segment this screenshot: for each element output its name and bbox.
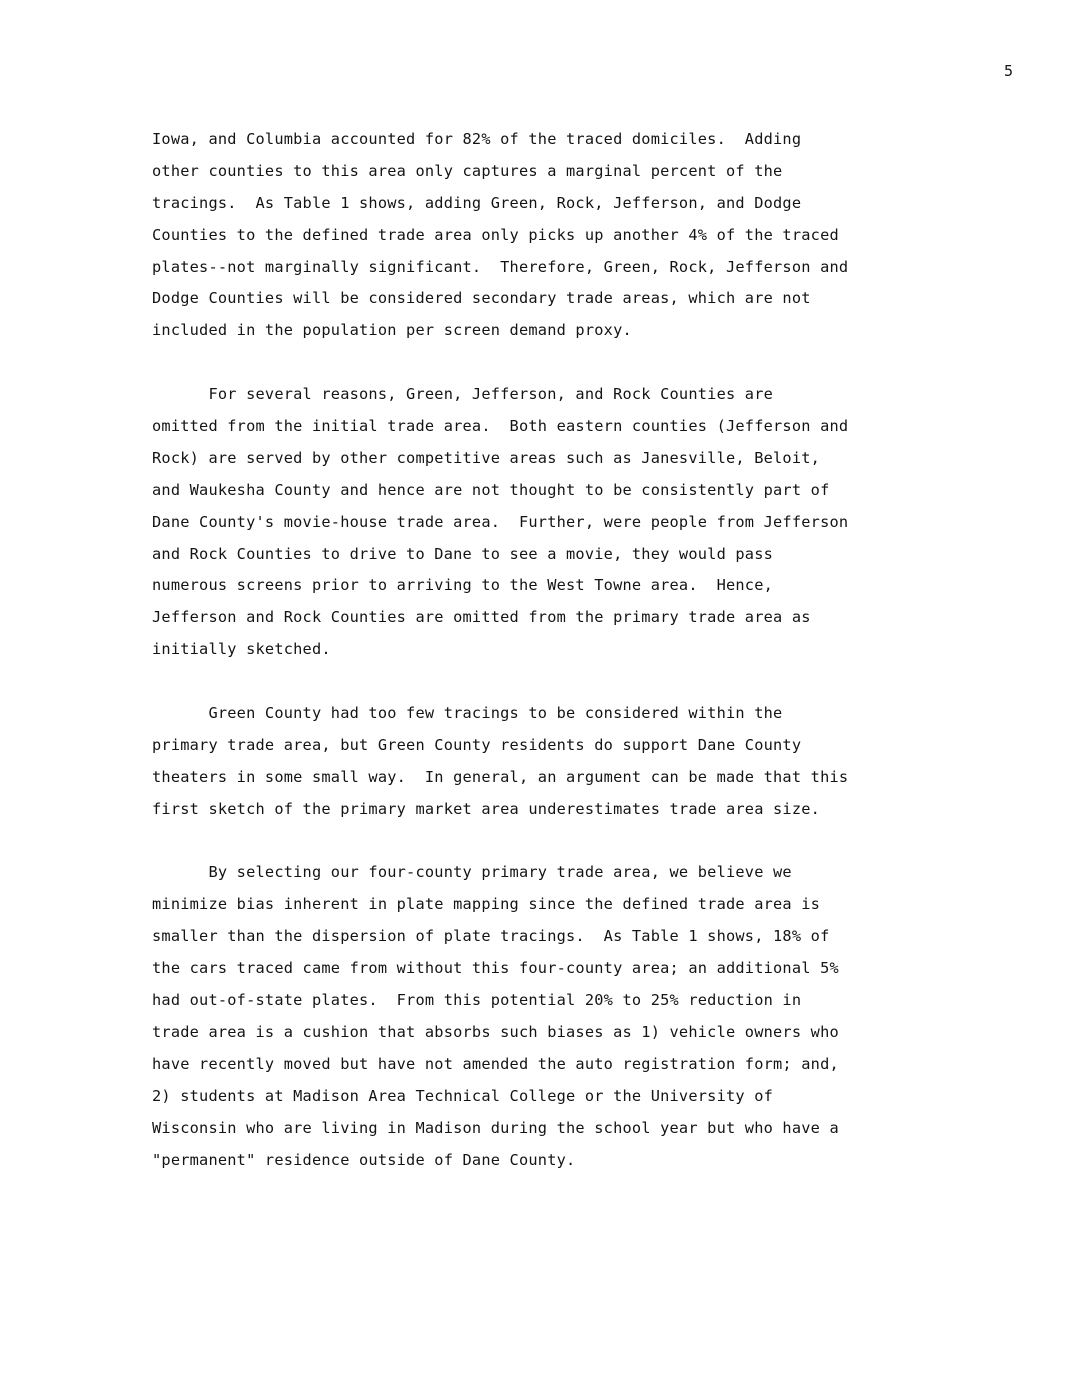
text-line: Wisconsin who are living in Madison during the school year but who have a <box>152 1118 839 1137</box>
text-line: Dodge Counties will be considered secondary trade areas, which are not <box>152 289 811 308</box>
paragraph-gap <box>152 826 1032 858</box>
text-line: trade area is a cushion that absorbs such biases as 1) vehicle owners who <box>152 1022 839 1041</box>
text-line: Dane County's movie-house trade area. Further, were people from Jefferson <box>152 512 849 531</box>
text-line: Counties to the defined trade area only picks up another 4% of the traced <box>152 225 839 244</box>
text-line: For several reasons, Green, Jefferson, and Rock Counties are <box>152 385 774 404</box>
text-line: theaters in some small way. In general, an argument can be made that this <box>152 767 849 786</box>
text-line: minimize bias inherent in plate mapping since the defined trade area is <box>152 895 821 914</box>
paragraph-gap <box>152 347 1032 379</box>
text-line: Rock) are served by other competitive areas such as Janesville, Beloit, <box>152 448 821 467</box>
paragraph-2 <box>152 379 1032 666</box>
paragraph-3 <box>152 698 1032 826</box>
paragraph-gap <box>152 666 1032 698</box>
paragraph-4 <box>152 857 1032 1176</box>
text-line: Jefferson and Rock Counties are omitted from the primary trade area as <box>152 608 811 627</box>
page-number: 5 <box>1004 62 1014 80</box>
document-body <box>152 124 1032 1176</box>
text-line: other counties to this area only captures a marginal percent of the <box>152 161 783 180</box>
text-line: initially sketched. <box>152 640 331 659</box>
text-line: "permanent" residence outside of Dane County. <box>152 1150 576 1169</box>
paragraph-1 <box>152 124 1032 347</box>
text-line: numerous screens prior to arriving to the West Towne area. Hence, <box>152 576 774 595</box>
text-line: By selecting our four-county primary trade area, we believe we <box>152 863 792 882</box>
text-line: primary trade area, but Green County residents do support Dane County <box>152 735 802 754</box>
text-line: omitted from the initial trade area. Both eastern counties (Jefferson and <box>152 417 849 436</box>
text-line: tracings. As Table 1 shows, adding Green, Rock, Jefferson, and Dodge <box>152 193 802 212</box>
text-line: plates--not marginally significant. Therefore, Green, Rock, Jefferson and <box>152 257 849 276</box>
text-line: Iowa, and Columbia accounted for 82% of the traced domiciles. Adding <box>152 130 802 148</box>
text-line: had out-of-state plates. From this potential 20% to 25% reduction in <box>152 991 802 1010</box>
text-line: 2) students at Madison Area Technical College or the University of <box>152 1086 774 1105</box>
text-line: the cars traced came from without this four-county area; an additional 5% <box>152 959 839 978</box>
text-line: and Waukesha County and hence are not thought to be consistently part of <box>152 480 830 499</box>
text-line: included in the population per screen demand proxy. <box>152 321 632 340</box>
text-line: have recently moved but have not amended the auto registration form; and, <box>152 1054 839 1073</box>
text-line: Green County had too few tracings to be considered within the <box>152 704 783 723</box>
text-line: first sketch of the primary market area underestimates trade area size. <box>152 799 821 818</box>
text-line: and Rock Counties to drive to Dane to see a movie, they would pass <box>152 544 774 563</box>
text-line: smaller than the dispersion of plate tracings. As Table 1 shows, 18% of <box>152 927 830 946</box>
